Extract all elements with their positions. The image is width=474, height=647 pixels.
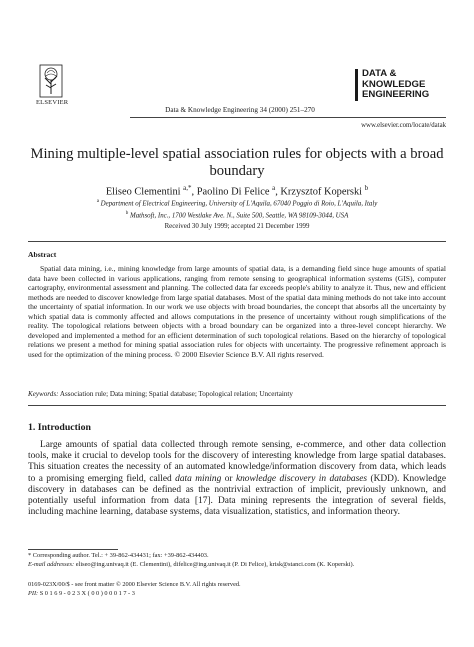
affiliation-a: $^a$ Department of Electrical Engineering, University of L'Aquila, 67040 Poggio di Roio, L'Aquila, Italy (96, 199, 378, 208)
term-data-mining: data mining (175, 473, 222, 484)
keywords-text: Association rule; Data mining; Spatial database; Topological relation; Uncertainty (59, 390, 293, 398)
author-name: Paolino Di Felice (196, 186, 270, 198)
pii-line (28, 590, 446, 598)
introduction-paragraph: Large amounts of spatial data collected through remote sensing, e-commerce, and other data collection tools, make it crucial to develop tools for the discovery of interesting knowledge from large spatial databases. This situation creates the necessity of an automated knowledge/information discovery from data, which leads to a promising emerging field, called data mining or knowledge discovery in databases (KDD). Knowledge discovery in databases can be defined as the nontrivial extraction of implicit, previously unknown, and potentially useful information from data [17]. Data mining represents the integration of several fields, including machine learning, database systems, data visualization, statistics, and information theory. (28, 440, 446, 518)
journal-url: www.elsevier.com/locate/datak (361, 122, 446, 129)
received-dates: Received 30 July 1999; accepted 21 December 1999 (164, 223, 310, 230)
brand-line-1: DATA & (362, 68, 397, 79)
pii-value: S 0 1 6 9 - 0 2 3 X ( 0 0 ) 0 0 0 1 7 - 3 (39, 590, 135, 597)
publisher-name: ELSEVIER (36, 99, 69, 106)
abstract-bottom-rule (28, 405, 446, 406)
author-list: Eliseo Clementini $^{a,*}$, Paolino Di Felice $^a$, Krzysztof Koperski $^b$ (105, 184, 369, 198)
elsevier-tree-icon (39, 64, 63, 98)
header-divider (130, 117, 446, 118)
author-mark: a (272, 184, 276, 192)
paper-title: Mining multiple-level spatial association rules for objects with a broad boundary (30, 146, 444, 179)
abstract-top-rule (28, 241, 446, 242)
section-heading: 1. Introduction (28, 422, 91, 433)
copyright-line: 0169-023X/00/$ - see front matter © 2000 Elsevier Science B.V. All rights reserved. (28, 581, 241, 588)
abstract-heading: Abstract (28, 250, 57, 259)
brand-line-2: KNOWLEDGE (362, 78, 426, 90)
abstract-body: Spatial data mining, i.e., mining knowledge from large amounts of spatial data, is a demanding field since huge amounts of spatial data have been collected in various applications, ranging from remote sensing to geographical information systems (GIS), computer cartography, environmental assessment and planning. The collected data far exceeds people's ability to analyze it. Thus, new and efficient methods are needed to discover knowledge from large spatial databases. Most of the spatial data mining methods do not take into account the uncertainty of spatial information. In our work we use objects with broad boundaries, the concept that absorbs all the uncertainty by which spatial data is commonly affected and allows computations in the presence of uncertainty without rough simplifications of the reality. The topological relations between objects with a broad boundary can be organized into a three-level concept hierarchy. We developed and implemented a method for an efficient determination of such topological relations. Based on the hierarchy of topological relations we present a method for mining spatial association rules for objects with uncertainty. The progressive refinement approach is used for the optimization of the mining process. © 2000 Elsevier Science B.V. All rights reserved. (28, 264, 446, 359)
email-addresses (28, 561, 446, 570)
author-name: Eliseo Clementini (105, 186, 181, 198)
keywords (28, 390, 446, 398)
brand-line-3: ENGINEERING (362, 89, 430, 100)
affiliations (28, 197, 446, 220)
affiliation-b: $^b$ Mathsoft, Inc., 1700 Westlake Ave. N., Suite 500, Seattle, WA 98109-3044, USA (125, 210, 349, 219)
email-label: E-mail addresses: (28, 561, 75, 568)
term-kdd: knowledge discovery in databases (235, 473, 368, 484)
publisher-logo (36, 64, 69, 110)
keywords-label: Keywords: (28, 390, 59, 398)
footnote-rule (28, 549, 118, 550)
email-list: eliseo@ing.univaq.it (E. Clementini), difelice@ing.univaq.it (P. Di Felice), krisk@stanci.com (K. Koperski). (75, 561, 355, 568)
journal-reference: Data & Knowledge Engineering 34 (2000) 251–270 (165, 106, 315, 114)
author-mark: b (364, 184, 369, 192)
journal-brand (355, 69, 458, 101)
author-name: Krzysztof Koperski (280, 186, 363, 198)
corresponding-author-note: * Corresponding author. Tel.: + 39-862-434431; fax: +39-862-434403. (28, 552, 209, 559)
author-mark: a,* (183, 184, 192, 192)
pii-label: PII: (28, 590, 39, 597)
